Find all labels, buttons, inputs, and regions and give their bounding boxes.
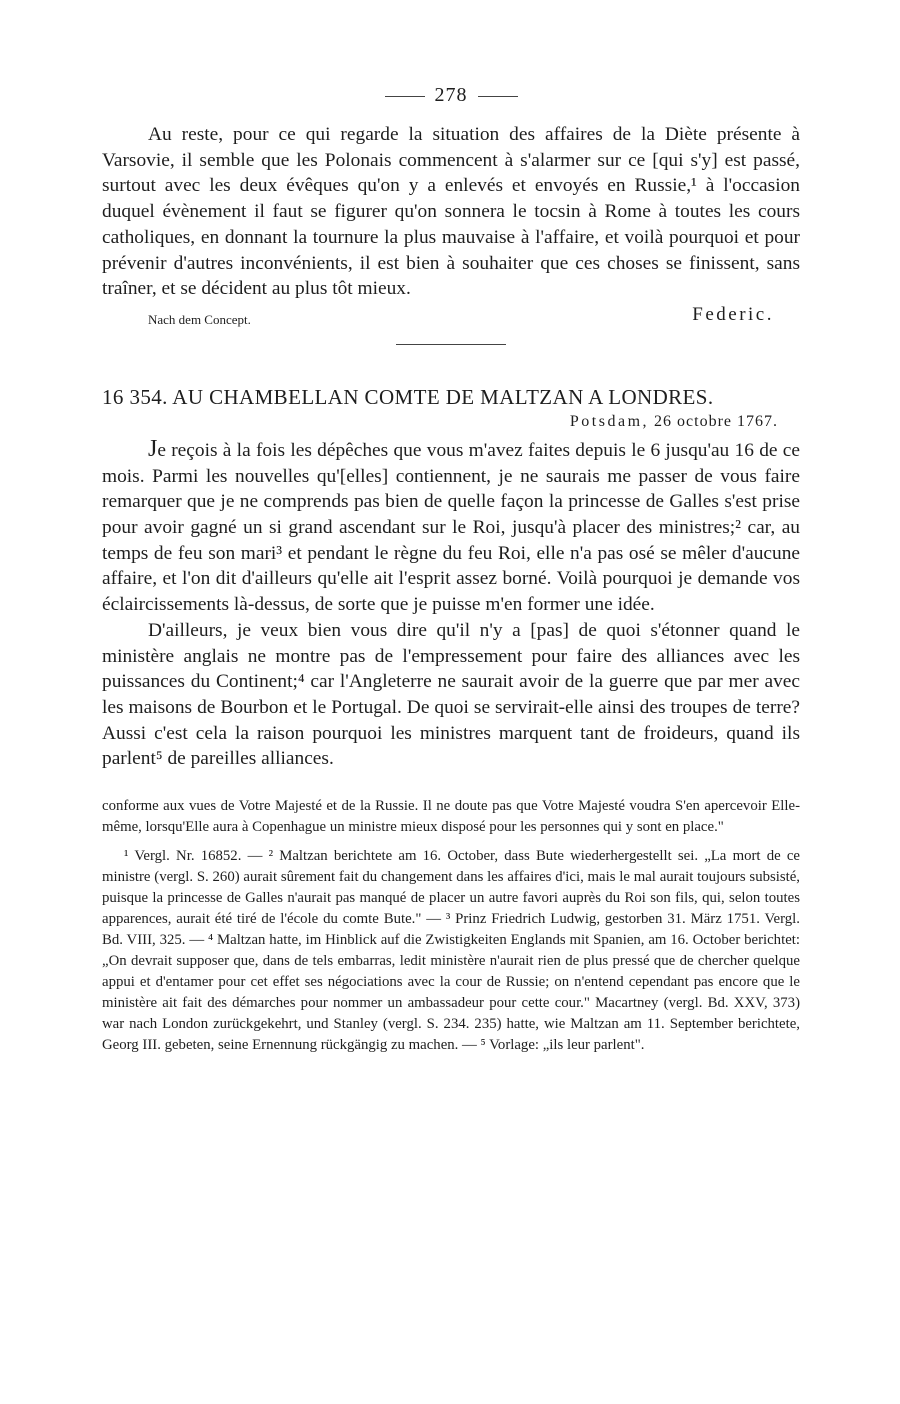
previous-letter-paragraph: Au reste, pour ce qui regarde la situation des affaires de la Diète présente à Varsovie, il semble que les Polonais commencent à s'alarmer sur ce [qui s'y] est passé, surtout avec les deux évêques qu'on y a enlevés et envoyés en Russie,¹ à l'occasion duquel évènement il faut se figurer qu'on sonnera le tocsin à Rome à toutes les cours catholiques, en donnant la tournure la plus mauvaise à l'affaire, et voilà pourquoi et pour prévenir d'autres inconvénients, il est bien à souhaiter que ces choses se finissent, sans traîner, et se décident au plus tôt mieux. <box>102 124 800 300</box>
signature-row <box>102 304 800 334</box>
source-note: Nach dem Concept. <box>148 311 251 327</box>
footnotes <box>102 796 800 1056</box>
letter-paragraph-2: D'ailleurs, je veux bien vous dire qu'il n'y a [pas] de quoi s'étonner quand le ministère anglais ne montre pas de l'empressement pour faire des alliances avec les puissances du Continent;⁴ car l'Angleterre ne saurait avoir de la guerre que par mer avec les maisons de Bourbon et le Portugal. De quoi se servirait-elle ainsi des troupes de terre? Aussi c'est cela la raison pourquoi les ministres marquent tant de froideurs, quand ils parlent⁵ de pareilles alliances. <box>102 619 800 770</box>
dateline <box>102 411 778 433</box>
letter-paragraph-1 <box>102 437 800 618</box>
drop-letter: J <box>148 435 158 462</box>
book-page <box>102 80 800 1056</box>
letter-body <box>102 437 800 772</box>
page-header <box>102 80 800 110</box>
footnote-notes: ¹ Vergl. Nr. 16852. — ² Maltzan berichtete am 16. October, dass Bute wiederhergestellt sei. „La mort de ce ministre (vergl. S. 260) aurait sûrement fait du changement dans les affaires d'ici, mais le mal aurait toujours subsisté, puisque la princesse de Galles n'aurait pas manqué de placer un autre favori auprès du Roi son fils, qui, selon toutes apparences, aurait été tiré de l'école du comte Bute." — ³ Prinz Friedrich Ludwig, gestorben 31. März 1751. Vergl. Bd. VIII, 325. — ⁴ Maltzan hatte, im Hinblick auf die Zwistigkeiten Englands mit Spanien, am 16. October berichtet: „On devrait supposer que, dans de tels embarras, ledit ministère n'aurait rien de plus pressé que de chercher quelque appui et d'entamer pour cet effet ses négociations avec la cour de Russie; on n'entend cependant pas encore que le ministère ait fait des démarches pour nommer un ambassadeur pour cette cour." Macartney (vergl. Bd. XXV, 373) war nach London zurückgekehrt, und Stanley (vergl. S. 234. 235) hatte, wie Maltzan am 11. September berichtete, Georg III. gebeten, seine Ernennung rückgängig zu machen. — ⁵ Vorlage: „ils leur parlent". <box>102 848 800 1054</box>
header-rule-right <box>478 96 518 97</box>
signature: Federic. <box>692 303 774 325</box>
letter-heading: 16 354. AU CHAMBELLAN COMTE DE MALTZAN A LONDRES. <box>102 384 714 409</box>
header-rule-left <box>385 96 425 97</box>
footnote-continuation: conforme aux vues de Votre Majesté et de la Russie. Il ne doute pas que Votre Majesté voudra S'en apercevoir Elle-même, lorsqu'Elle aura à Copenhague un ministre mieux disposé pour les personnes qui y sont en place." <box>102 798 800 836</box>
dateline-place: Potsdam, <box>569 412 650 430</box>
letter-paragraph-1-text: e reçois à la fois les dépêches que vous m'avez faites depuis le 6 jusqu'au 16 de ce mois. Parmi les nouvelles qu'[elles] contiennent, je ne saurais me passer de vous faire remarquer que je ne comprends pas bien de quelle façon la princesse de Galles s'est prise pour avoir gagné un si grand ascendant sur le Roi, jusqu'à placer des ministres;² car, au temps de feu son mari³ et pendant le règne du feu Roi, elle n'a pas osé se mêler d'aucune affaire, et l'on dit d'ailleurs qu'elle ait l'esprit assez borné. Voilà pourquoi je demande vos éclaircissements là-dessus, de sorte que je puisse m'en former une idée. <box>102 439 800 616</box>
section-divider <box>396 344 506 345</box>
page-number: 278 <box>434 84 468 106</box>
dateline-date: 26 octobre 1767. <box>654 412 778 430</box>
